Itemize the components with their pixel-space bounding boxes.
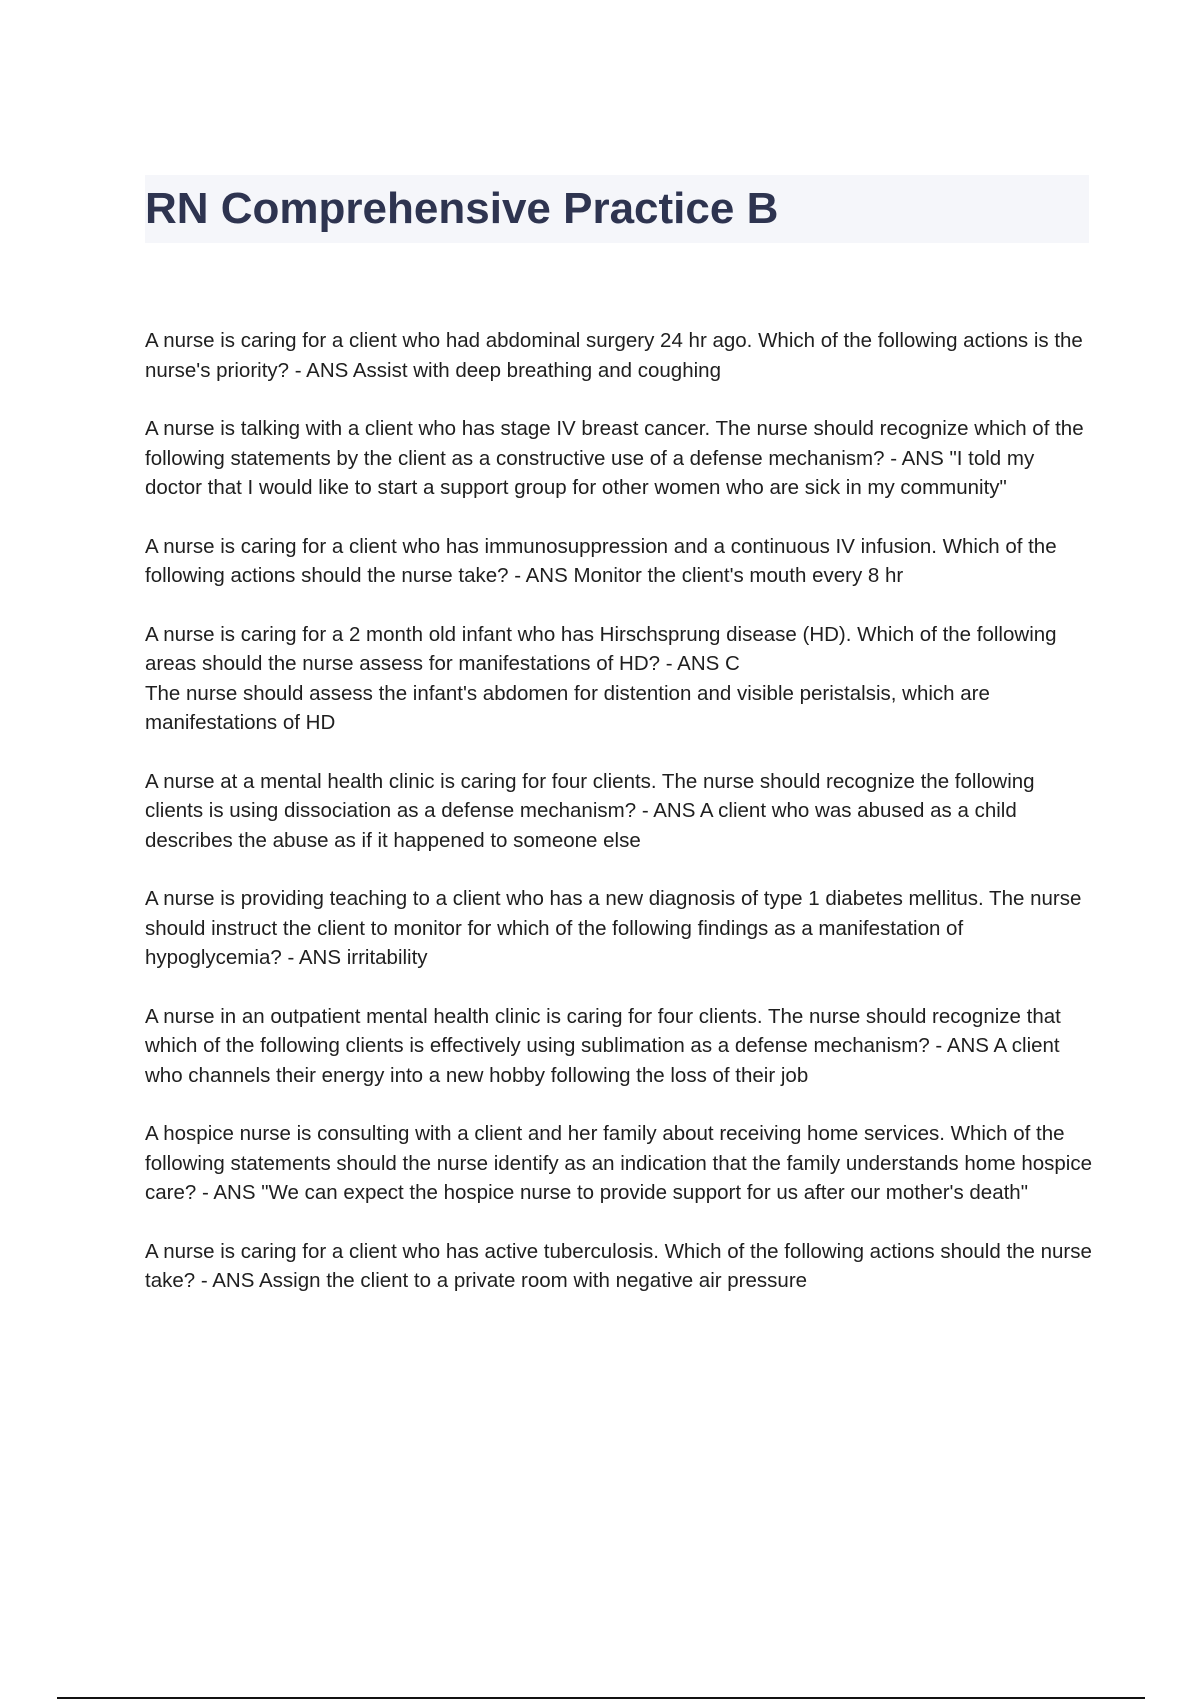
answer-text: ANS Assist with deep breathing and coughing — [306, 358, 721, 382]
qa-item — [145, 1119, 1098, 1208]
qa-item — [145, 326, 1095, 385]
question-text: A nurse is caring for a 2 month old infant who has Hirschsprung disease (HD). Which of the following areas should the nurse assess for manifestations of HD? - — [145, 622, 1063, 675]
question-text: A nurse is caring for a client who had abdominal surgery 24 hr ago. Which of the following actions is the nurse's priority? - — [145, 329, 1089, 382]
answer-text: ANS Monitor the client's mouth every 8 hr — [525, 564, 904, 587]
answer-text: ANS Assign the client to a private room with negative air pressure — [212, 1269, 808, 1292]
qa-item — [145, 414, 1095, 503]
qa-item — [145, 1002, 1095, 1091]
qa-item — [145, 767, 1095, 856]
qa-item — [145, 620, 1095, 738]
qa-item — [145, 884, 1095, 973]
answer-text: ANS A client who was abused as a child describes the abuse as if it happened to someone else — [145, 799, 1023, 852]
qa-item — [145, 1237, 1098, 1296]
question-text: A hospice nurse is consulting with a client and her family about receiving home services. Which of the following statements should the nurse identify as an indication that the family understands home hospice care? - — [145, 1122, 1098, 1204]
answer-text: ANS "We can expect the hospice nurse to provide support for us after our mother's death" — [213, 1181, 1028, 1204]
qa-item — [145, 532, 1095, 591]
qa-list — [145, 326, 1098, 1325]
answer-text: ANS A client who channels their energy into a new hobby following the loss of their job — [145, 1034, 1066, 1087]
question-text: A nurse is caring for a client who has immunosuppression and a continuous IV infusion. Which of the following actions should the nurse take? - — [145, 534, 1063, 587]
question-text: A nurse in an outpatient mental health clinic is caring for four clients. The nurse should recognize that which of the following clients is effectively using sublimation as a defense mechanism? - — [145, 1004, 1067, 1057]
answer-text: ANS irritability — [298, 946, 428, 969]
answer-text: ANS C The nurse should assess the infant's abdomen for distention and visible peristalsis, which are manifestations of HD — [145, 652, 990, 734]
answer-text: ANS "I told my doctor that I would like to start a support group for other women who are sick in my community" — [145, 446, 1040, 499]
question-text: A nurse is caring for a client who has active tuberculosis. Which of the following actions should the nurse take? - — [145, 1239, 1098, 1292]
question-text: A nurse is talking with a client who has stage IV breast cancer. The nurse should recognize which of the following statements by the client as a constructive use of a defense mechanism? - — [145, 417, 1090, 470]
footer-divider — [57, 1697, 1145, 1699]
title-banner — [145, 175, 1089, 243]
question-text: A nurse at a mental health clinic is caring for four clients. The nurse should recognize the following clients is using dissociation as a defense mechanism? - — [145, 769, 1041, 822]
page-title: RN Comprehensive Practice B — [145, 184, 779, 233]
question-text: A nurse is providing teaching to a client who has a new diagnosis of type 1 diabetes mellitus. The nurse should instruct the client to monitor for which of the following findings as a manifestation of hypoglycemia? - — [145, 887, 1088, 969]
